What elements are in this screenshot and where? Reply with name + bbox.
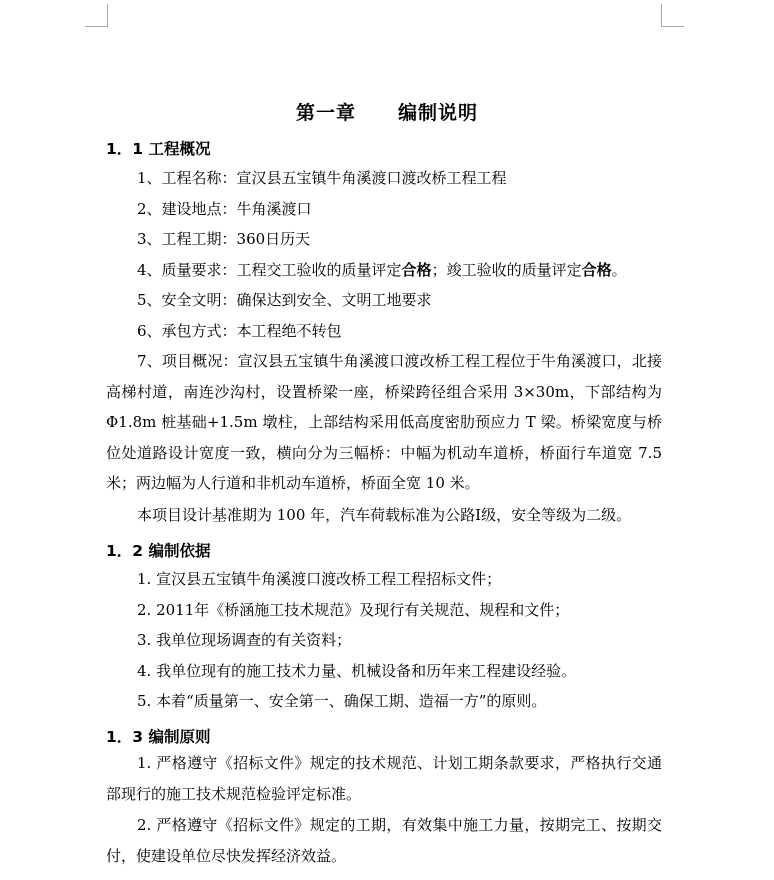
- quality-mid: ；竣工验收的质量评定: [431, 261, 582, 279]
- quality-bold-2: 合格: [581, 261, 612, 279]
- crop-mark-top-left: [85, 4, 108, 27]
- section-heading-1-3: 1．3 编制原则: [106, 728, 211, 746]
- project-overview-paragraph: 7、项目概况：宣汉县五宝镇牛角溪渡口渡改桥工程工程位于牛角溪渡口，北接高梯村道，南连沙沟村，设置桥梁一座，桥梁跨径组合采用 3×30m，下部结构为Φ1.8m 桩基础+1.5m 墩柱，上部结构采用低高度密肋预应力 T 梁。桥梁宽度与桥位处道路设计宽度一致，横向分为三幅桥：中幅为机动车道桥，桥面行车道宽 7.5 米；两边幅为人行道和非机动车道桥，桥面全宽 10 米。: [106, 352, 662, 492]
- quality-bold-1: 合格: [401, 261, 432, 279]
- list-item: 2. 2011年《桥涵施工技术规范》及现行有关规范、规程和文件；: [137, 601, 570, 619]
- quality-prefix: 4、质量要求：工程交工验收的质量评定: [137, 261, 402, 279]
- list-item: 5、安全文明：确保达到安全、文明工地要求: [137, 291, 432, 309]
- list-item-quality: [137, 255, 627, 286]
- list-item: 4. 我单位现有的施工技术力量、机械设备和历年来工程建设经验。: [137, 662, 577, 680]
- chapter-title: [0, 98, 774, 125]
- design-standard-paragraph: 本项目设计基准期为 100 年，汽车荷载标准为公路Ⅰ级，安全等级为二级。: [137, 506, 632, 524]
- list-item: 2、建设地点：牛角溪渡口: [137, 200, 312, 218]
- chapter-name: 编制说明: [398, 102, 479, 124]
- list-item: 3、工程工期：360日历天: [137, 230, 311, 248]
- list-item: 1、工程名称：宣汉县五宝镇牛角溪渡口渡改桥工程工程: [137, 169, 507, 187]
- principle-paragraph: 1. 严格遵守《招标文件》规定的技术规范、计划工期条款要求，严格执行交通部现行的施工技术规范检验评定标准。: [106, 754, 662, 803]
- section-heading-1-1: 1．1 工程概况: [106, 140, 211, 158]
- chapter-number: 第一章: [295, 102, 356, 124]
- list-item: 3. 我单位现场调查的有关资料；: [137, 631, 352, 649]
- crop-mark-top-right: [661, 4, 684, 27]
- list-item: 1. 宣汉县五宝镇牛角溪渡口渡改桥工程工程招标文件；: [137, 570, 502, 588]
- quality-end: 。: [611, 261, 627, 279]
- principle-paragraph: 2. 严格遵守《招标文件》规定的工期，有效集中施工力量，按期完工、按期交付，使建设单位尽快发挥经济效益。: [106, 816, 662, 865]
- section-heading-1-2: 1．2 编制依据: [106, 542, 211, 560]
- list-item: 6、承包方式：本工程绝不转包: [137, 322, 342, 340]
- list-item: 5. 本着“质量第一、安全第一、确保工期、造福一方”的原则。: [137, 692, 547, 710]
